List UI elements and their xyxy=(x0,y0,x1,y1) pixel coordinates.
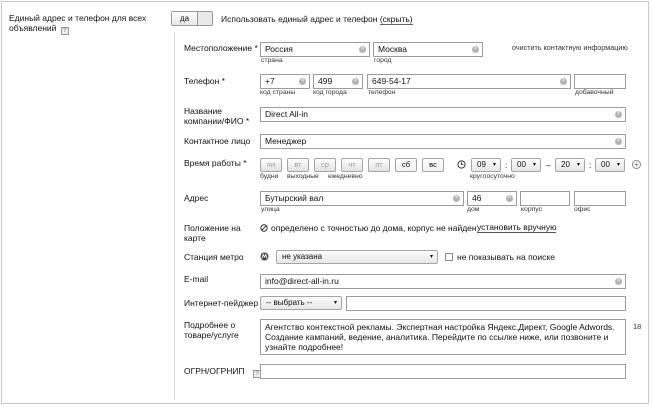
house-caption: дом xyxy=(467,206,480,213)
ogrn-input[interactable] xyxy=(260,364,626,379)
weekends-link[interactable]: выходные xyxy=(287,173,319,180)
clear-contacts-link[interactable]: очистить контактную информацию xyxy=(512,43,628,52)
clear-icon[interactable]: × xyxy=(473,46,478,52)
metro-label: Станция метро xyxy=(184,252,244,262)
building-caption: корпус xyxy=(521,206,543,213)
day-button-sun[interactable]: вс xyxy=(422,158,444,172)
city-input[interactable] xyxy=(373,42,483,57)
company-input[interactable] xyxy=(260,107,626,122)
time-colon: : xyxy=(505,160,508,170)
to-hour-value: 20 xyxy=(561,160,570,169)
metro-select[interactable] xyxy=(276,250,438,264)
details-label: Подробнее о товаре/услуге xyxy=(184,320,239,340)
phone-number-input[interactable] xyxy=(367,74,571,89)
day-button-thu[interactable]: чт xyxy=(341,158,363,172)
building-input[interactable] xyxy=(520,191,570,206)
to-minute-select[interactable] xyxy=(595,158,625,172)
email-value: info@direct-all-in.ru xyxy=(265,276,339,286)
phone-city-code-input[interactable] xyxy=(313,74,363,89)
country-value: Россия xyxy=(265,44,293,54)
city-value: Москва xyxy=(378,44,408,54)
chevron-down-icon: ▾ xyxy=(492,162,496,168)
hide-in-search-checkbox[interactable] xyxy=(445,253,453,261)
from-minute-value: 00 xyxy=(517,160,526,169)
chevron-down-icon: ▾ xyxy=(333,300,337,306)
street-caption: улица xyxy=(261,206,280,213)
day-button-sat[interactable]: сб xyxy=(395,158,417,172)
details-textarea[interactable]: Агентство контекстной рекламы. Экспертная настройка Яндекс.Директ, Google Adwords. Создание кампаний, ведение, аналитика. Перейдите по ссылке ниже, или позвоните и узнайте подробнее! xyxy=(260,319,626,355)
number-caption: телефон xyxy=(368,89,396,96)
phone-label-text: Телефон xyxy=(184,76,220,86)
unified-text-label: Использовать единый адрес и телефон xyxy=(221,14,378,24)
location-label xyxy=(184,43,258,53)
unified-toggle[interactable] xyxy=(171,11,213,26)
phone-country-code-value: +7 xyxy=(265,76,275,86)
char-counter: 18 xyxy=(633,322,642,331)
from-hour-select[interactable] xyxy=(471,158,501,172)
ext-caption: добавочный xyxy=(575,89,614,96)
pager-select[interactable] xyxy=(260,296,342,310)
help-icon[interactable]: ? xyxy=(253,370,261,378)
contact-label: Контактное лицо xyxy=(184,136,251,146)
phone-number-value: 649-54-17 xyxy=(372,76,411,86)
chevron-down-icon: ▾ xyxy=(616,162,620,168)
company-label-text: Название компании/ФИО xyxy=(184,106,244,126)
ogrn-label-text: ОГРН/ОГРНИП xyxy=(184,366,245,376)
add-hours-icon[interactable]: + xyxy=(632,160,641,169)
clear-icon[interactable]: × xyxy=(616,138,621,144)
clear-icon[interactable]: × xyxy=(353,78,358,84)
not-found-icon xyxy=(260,224,268,232)
weekdays-link[interactable]: будни xyxy=(260,173,279,180)
from-minute-select[interactable] xyxy=(511,158,541,172)
daily-link[interactable]: ежедневно xyxy=(328,173,363,180)
city-code-caption: код города xyxy=(313,89,347,96)
country-input[interactable] xyxy=(260,42,370,57)
hide-in-search-label: не показывать на поиске xyxy=(457,252,555,262)
column-divider xyxy=(174,32,175,400)
phone-country-code-input[interactable] xyxy=(260,74,310,89)
office-input[interactable] xyxy=(574,191,626,206)
pager-input[interactable] xyxy=(346,296,626,311)
required-mark: * xyxy=(221,76,225,86)
toggle-on-label: да xyxy=(172,12,198,25)
set-manually-link[interactable]: установить вручную xyxy=(477,222,557,232)
hide-link[interactable]: (скрыть) xyxy=(379,14,413,24)
contact-value: Менеджер xyxy=(265,136,307,146)
map-label: Положение на карте xyxy=(184,223,241,243)
company-label xyxy=(184,106,256,126)
contact-input[interactable] xyxy=(260,134,626,149)
clear-icon[interactable]: × xyxy=(454,195,459,201)
required-mark: * xyxy=(254,43,258,53)
house-input[interactable] xyxy=(467,191,517,206)
clock-icon xyxy=(457,160,466,169)
to-hour-select[interactable] xyxy=(555,158,585,172)
time-colon: : xyxy=(589,160,592,170)
day-button-fri[interactable]: пт xyxy=(368,158,390,172)
chevron-down-icon: ▾ xyxy=(576,162,580,168)
metro-icon xyxy=(260,252,269,261)
clear-icon[interactable]: × xyxy=(507,195,512,201)
metro-value: не указана xyxy=(282,252,323,261)
round-clock-link[interactable]: круглосуточно xyxy=(470,173,515,180)
clear-icon[interactable]: × xyxy=(616,278,621,284)
pager-label: Интернет-пейджер xyxy=(184,298,259,308)
day-button-mon[interactable]: пн xyxy=(260,158,282,172)
day-button-tue[interactable]: вт xyxy=(287,158,309,172)
map-status-text: определено с точностью до дома, корпус не найден xyxy=(271,223,477,233)
ogrn-label xyxy=(184,366,261,377)
day-button-wed[interactable]: ср xyxy=(314,158,336,172)
required-mark: * xyxy=(245,116,250,126)
house-value: 46 xyxy=(472,193,482,203)
to-minute-value: 00 xyxy=(601,160,610,169)
city-caption: город xyxy=(374,57,392,64)
from-hour-value: 09 xyxy=(477,160,486,169)
country-caption: страна xyxy=(261,57,283,64)
chevron-down-icon: ▾ xyxy=(429,254,433,260)
unified-text xyxy=(221,14,413,24)
email-input[interactable] xyxy=(260,274,626,289)
street-value: Бутырский вал xyxy=(265,193,324,203)
unified-label xyxy=(9,13,159,34)
required-mark: * xyxy=(243,158,247,168)
address-label: Адрес xyxy=(184,193,209,203)
time-dash: – xyxy=(546,160,551,170)
clear-icon[interactable]: × xyxy=(300,78,305,84)
hours-label-text: Время работы xyxy=(184,158,241,168)
hours-label xyxy=(184,158,247,168)
phone-ext-input[interactable] xyxy=(574,74,626,89)
location-label-text: Местоположение xyxy=(184,43,253,53)
office-caption: офис xyxy=(574,206,591,213)
street-input[interactable] xyxy=(260,191,464,206)
clear-icon[interactable]: × xyxy=(360,46,365,52)
email-label: E-mail xyxy=(184,274,209,284)
chevron-down-icon: ▾ xyxy=(532,162,536,168)
unified-label-text: Единый адрес и телефон для всех объявлений xyxy=(9,13,147,33)
clear-icon[interactable]: × xyxy=(616,111,621,117)
company-value: Direct All-in xyxy=(265,109,308,119)
country-code-caption: код страны xyxy=(260,89,296,96)
pager-select-value: -- выбрать -- xyxy=(266,298,313,307)
help-icon[interactable]: ? xyxy=(61,27,69,35)
clear-icon[interactable]: × xyxy=(561,78,566,84)
phone-label xyxy=(184,76,225,86)
phone-city-code-value: 499 xyxy=(318,76,333,86)
